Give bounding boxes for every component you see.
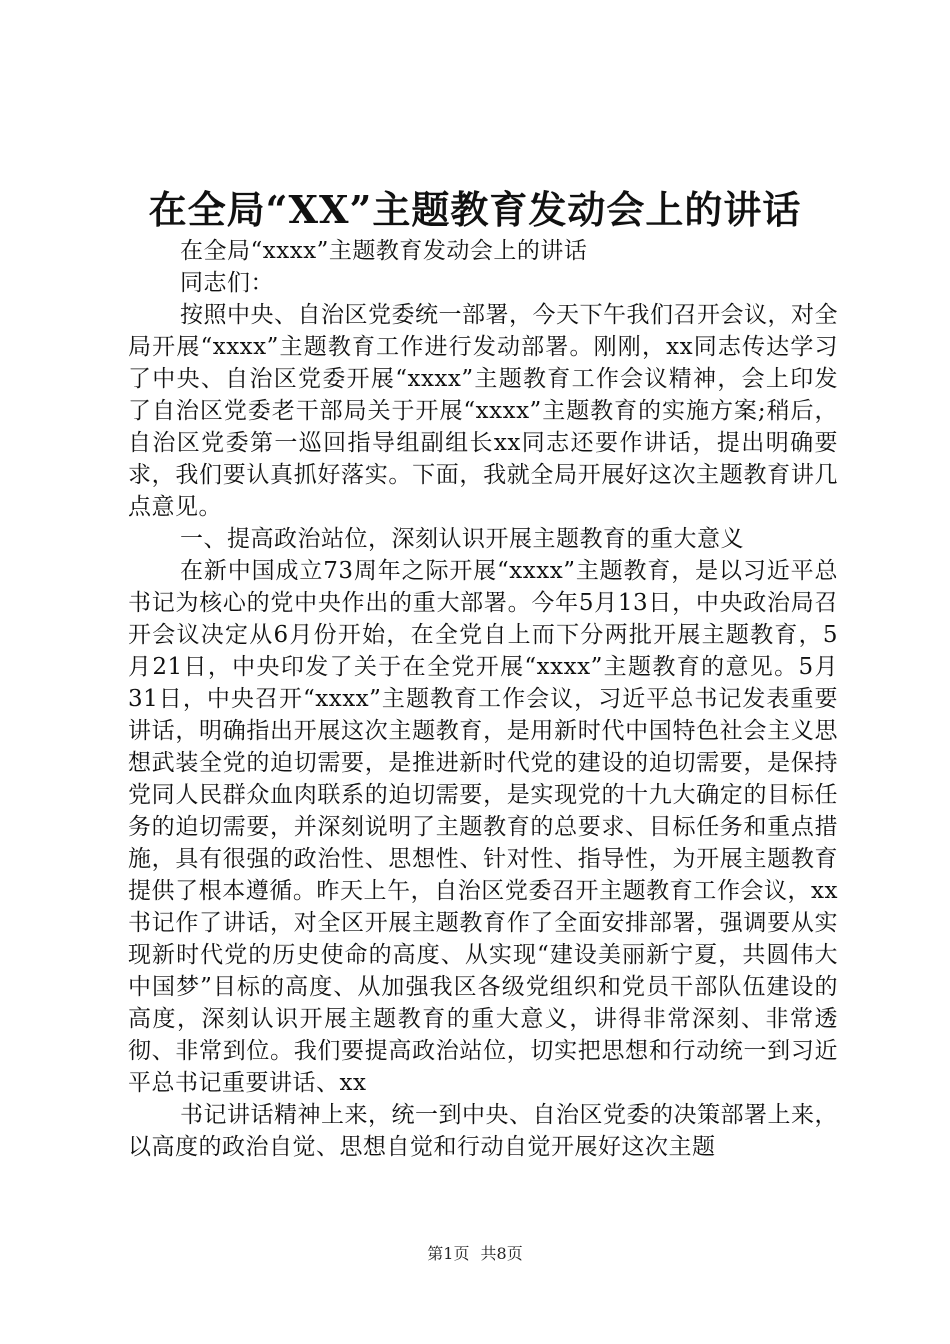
salutation: 同志们： — [180, 270, 274, 296]
paragraph-significance: 在新中国成立73周年之际开展“xxxx”主题教育，是以习近平总书记为核心的党中央作出的重大部署。今年5月13日，中央政治局召开会议决定从6月份开始，在全党自上而下分两批开展主题教育，5月21日，中央印发了关于在全党开展“xxxx”主题教育的意见。5月31日，中央召开“xxxx”主题教育工作会议，习近平总书记发表重要讲话，明确指出开展这次主题教育，是用新时代中国特色社会主义思想武装全党的迫切需要，是推进新时代党的建设的迫切需要，是保持党同人民群众血肉联系的迫切需要，是实现党的十九大确定的目标任务的迫切需要，并深刻说明了主题教育的总要求、目标任务和重点措施，具有很强的政治性、思想性、针对性、指导性，为开展主题教育提供了根本遵循。昨天上午，自治区党委召开主题教育工作会议，xx书记作了讲话，对全区开展主题教育作了全面安排部署，强调要从实现新时代党的历史使命的高度、从实现“建设美丽新宁夏，共圆伟大中国梦”目标的高度、从加强我区各级党组织和党员干部队伍建设的高度，深刻认识开展主题教育的重大意义，讲得非常深刻、非常透彻、非常到位。我们要提高政治站位，切实把思想和行动统一到习近平总书记重要讲话、xx — [128, 558, 838, 1096]
section-heading-1: 一、提高政治站位，深刻认识开展主题教育的重大意义 — [180, 526, 744, 552]
page-total: 共8页 — [480, 1244, 523, 1263]
document-body — [128, 235, 838, 1163]
paragraph-continuation: 书记讲话精神上来，统一到中央、自治区党委的决策部署上来，以高度的政治自觉、思想自觉和行动自觉开展好这次主题 — [128, 1102, 838, 1160]
document-subtitle: 在全局“xxxx”主题教育发动会上的讲话 — [180, 238, 588, 264]
page-number: 第1页 — [427, 1244, 470, 1263]
document-title: 在全局“XX”主题教育发动会上的讲话 — [148, 187, 802, 232]
page-footer — [0, 1242, 950, 1266]
paragraph-intro: 按照中央、自治区党委统一部署，今天下午我们召开会议，对全局开展“xxxx”主题教育工作进行发动部署。刚刚，xx同志传达学习了中央、自治区党委开展“xxxx”主题教育工作会议精神，会上印发了自治区党委老干部局关于开展“xxxx”主题教育的实施方案;稍后，自治区党委第一巡回指导组副组长xx同志还要作讲话，提出明确要求，我们要认真抓好落实。下面，我就全局开展好这次主题教育讲几点意见。 — [128, 302, 838, 520]
